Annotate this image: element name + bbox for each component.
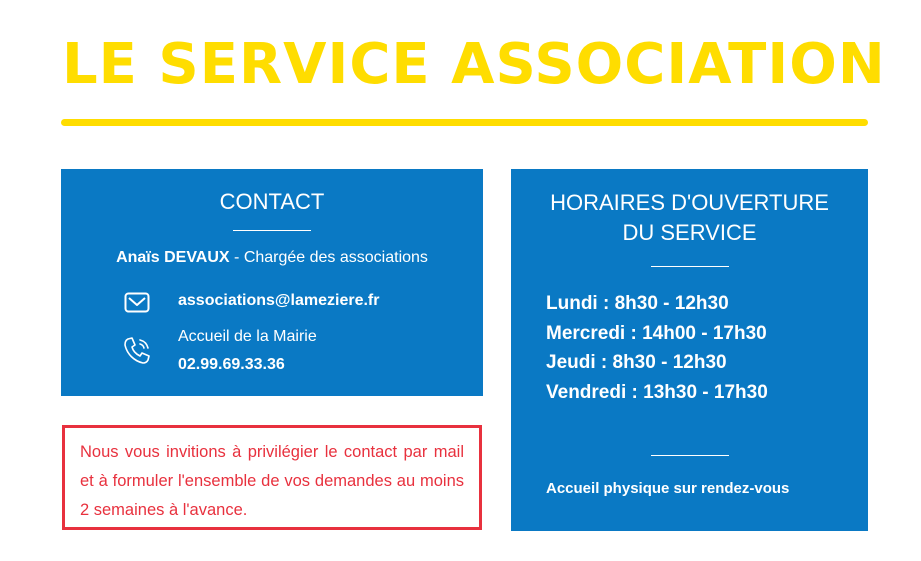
reception-label: Accueil de la Mairie: [178, 328, 317, 345]
hours-item-vendredi: Vendredi : 13h30 - 17h30: [546, 381, 768, 403]
hours-card: [511, 169, 868, 531]
hours-heading-line1: HORAIRES D'OUVERTURE: [550, 190, 829, 215]
phone-link[interactable]: 02.99.69.33.36: [178, 356, 285, 373]
email-link[interactable]: associations@lameziere.fr: [178, 292, 380, 309]
contact-person: [61, 249, 483, 267]
phone-icon: [120, 334, 154, 373]
hours-item-jeudi: Jeudi : 8h30 - 12h30: [546, 352, 727, 373]
notice-text: Nous vous invitions à privilégier le contact par mail et à formuler l'ensemble de vos demandes au moins 2 semaines à l'avance.: [80, 443, 464, 519]
hours-list: [546, 289, 768, 407]
page-title: LE SERVICE ASSOCIATION: [62, 32, 886, 97]
hours-item-mercredi: Mercredi : 14h00 - 17h30: [546, 322, 767, 344]
hours-heading-divider: [651, 266, 729, 267]
contact-heading: CONTACT: [219, 189, 325, 214]
contact-card: [61, 169, 483, 396]
title-underline: [61, 119, 868, 126]
hours-heading-line2: DU SERVICE: [622, 220, 757, 245]
contact-heading-divider: [233, 230, 311, 231]
appointment-note: Accueil physique sur rendez-vous: [546, 480, 790, 497]
hours-footer-divider: [651, 455, 729, 456]
notice-box: [62, 425, 482, 530]
contact-person-role: - Chargée des associations: [229, 249, 428, 266]
contact-person-name: Anaïs DEVAUX: [116, 249, 230, 266]
envelope-icon: [124, 292, 150, 318]
hours-item-lundi: Lundi : 8h30 - 12h30: [546, 293, 729, 314]
